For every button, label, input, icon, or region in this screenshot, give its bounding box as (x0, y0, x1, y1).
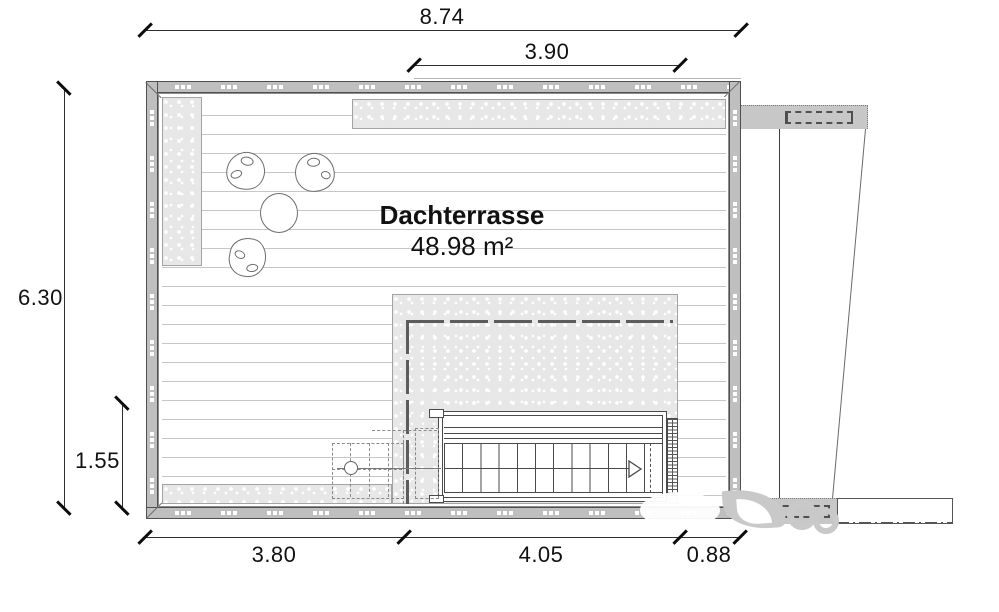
dimension-line (64, 88, 65, 508)
plant-leaf (307, 157, 321, 167)
stair-handrail-line (444, 433, 662, 434)
dimension-line (122, 403, 123, 508)
drain-point (344, 461, 358, 475)
stairwell-wall-top (406, 320, 673, 323)
room-label (380, 200, 545, 262)
skylight-mullion-dashed (388, 443, 389, 497)
beam-anchor-dashed (785, 111, 853, 124)
skylight-mullion-dashed (332, 469, 402, 470)
adjacent-wall-slanted-edge (832, 129, 866, 499)
terrace-wall-top (146, 81, 741, 93)
stair-break-line (650, 443, 651, 493)
dimension-line (145, 537, 741, 538)
watermark-backing (640, 492, 720, 528)
dimension-line (145, 30, 741, 31)
watermark-logo (722, 487, 787, 531)
stair-handrail-line (444, 427, 662, 428)
plant-leaf (240, 156, 254, 167)
plant-leaf (246, 263, 259, 273)
skylight-dashed-outline (332, 443, 404, 499)
skylight-dashed-outline-right (415, 428, 439, 499)
stair-walk-line (444, 468, 630, 469)
watermark-logo-inner (736, 497, 772, 525)
slab-dash-dot-line (837, 522, 953, 524)
room-area: 48.98 m² (410, 231, 514, 261)
room-name: Dachterrasse (379, 200, 545, 230)
watermark-ring (813, 508, 839, 534)
gravel-band-top (352, 99, 726, 129)
dimension-bottom-center-label: 4.05 (518, 542, 564, 567)
wall-hatch (150, 88, 154, 512)
wall-hatch (733, 88, 737, 512)
stair-direction-arrow-icon (628, 460, 643, 478)
dimension-bottom-right-label: 0.88 (686, 542, 732, 567)
planter-strip-left (162, 97, 202, 266)
dimension-left-section-label: 1.55 (75, 448, 120, 473)
terrace-wall-left (146, 81, 158, 519)
stair-handrail-line (444, 438, 662, 439)
dimension-bottom-left-label: 3.80 (251, 542, 297, 567)
plant-leaf (229, 168, 243, 180)
skylight-mullion-dashed (369, 443, 370, 497)
terrace-wall-right (729, 81, 741, 519)
stair-newel-tab (429, 409, 444, 418)
dimension-left-total-label: 6.30 (18, 285, 63, 310)
dimension-line (414, 65, 681, 66)
watermark-ring (787, 500, 817, 530)
stair-grate-hatch (667, 418, 678, 496)
adjacent-slab-outline (837, 498, 953, 524)
plant-leaf (320, 170, 332, 181)
stairwell-wall-left (406, 320, 409, 504)
round-table-icon (260, 193, 298, 233)
plant-leaf (233, 249, 246, 261)
dimension-top-total-label: 8.74 (419, 4, 465, 29)
adjacent-wall-edge (779, 129, 780, 498)
parapet-outer-edge-line (414, 78, 741, 79)
wall-hatch (153, 85, 734, 89)
dimension-top-section-label: 3.90 (524, 39, 570, 64)
